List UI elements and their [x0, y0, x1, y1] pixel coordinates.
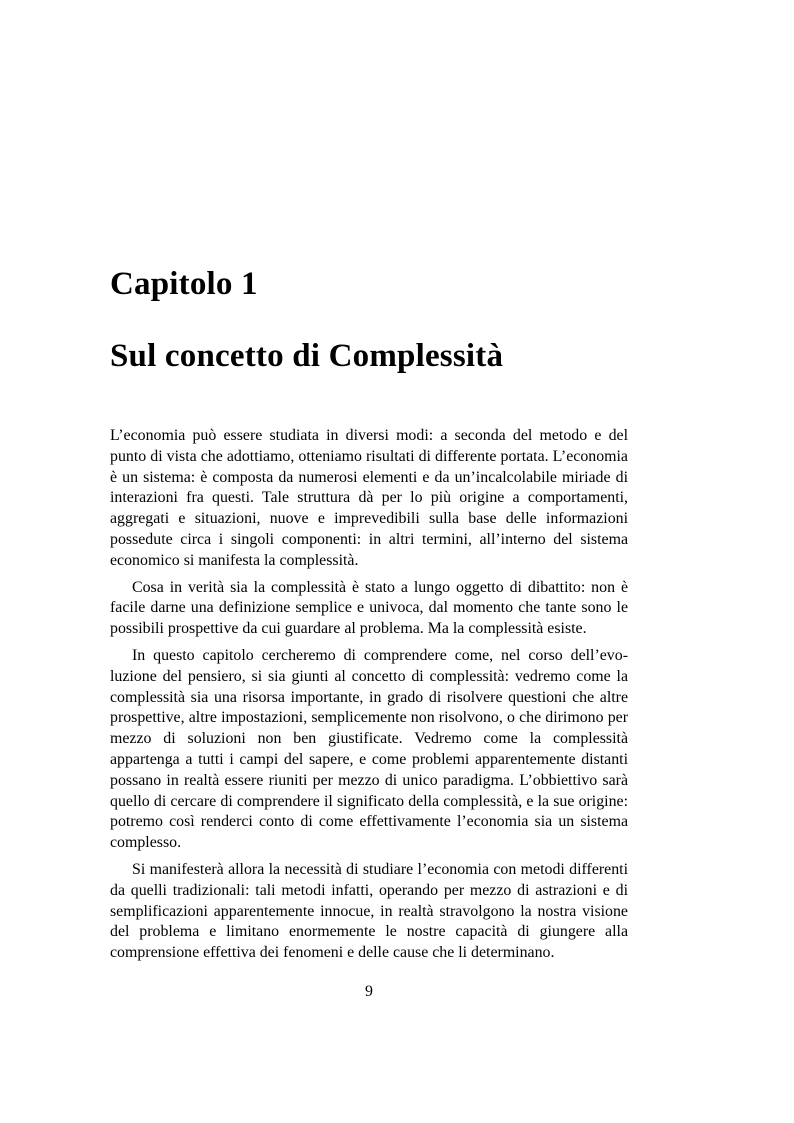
paragraph-3: In questo capitolo cercheremo di comprendere come, nel corso dell’evoluzione del pensiero, si sia giunti al concetto di complessità: vedremo come la complessità sia una risorsa importante, in grado di risolvere questioni che altre prospettive, altre impostazioni, semplicemente non risolvono, o che dirimono per mezzo di soluzioni non ben giustificate. Vedremo come la complessità appartenga a tutti i campi del sapere, e come problemi apparentemente distanti possano in realtà essere riuniti per mezzo di unico paradigma. L’obbiettivo sarà quello di cercare di comprendere il significato della complessità, e la sue origine: potremo così renderci conto di come effettivamente l’economia sia un sistema complesso. — [110, 646, 628, 852]
paragraph-1: L’economia può essere studiata in diversi modi: a seconda del metodo e del punto di vista che adottiamo, otteniamo risultati di differente portata. L’economia è un sistema: è composta da numerosi elementi e da un’incalcolabile miriade di interazioni fra questi. Tale struttura dà per lo più origine a comportamenti, aggregati e situazioni, nuove e imprevedibili sulla base delle informazioni possedute circa i singoli componenti: in altri termini, all’interno del sistema economico si manifesta la complessità. — [110, 427, 628, 569]
chapter-body — [110, 426, 628, 970]
chapter-label: Capitolo 1 — [110, 266, 258, 302]
paragraph-2: Cosa in verità sia la complessità è stato a lungo oggetto di dibattito: non è facile darne una definizione semplice e univoca, dal momento che tante sono le possibili prospettive da cui guardare al problema. Ma la complessità esiste. — [110, 578, 628, 638]
paragraph-4: Si manifesterà allora la necessità di studiare l’economia con metodi differenti da quelli tradizionali: tali metodi infatti, operando per mezzo di astrazioni e di semplificazioni apparentemente innocue, in realtà stravolgono la nostra visione del problema e limitano enormemente le nostre capacità di giungere alla comprensione effettiva dei fenomeni e delle cause che li determinano. — [110, 860, 628, 962]
page-number: 9 — [365, 983, 373, 1000]
chapter-title: Sul concetto di Complessità — [110, 338, 504, 374]
